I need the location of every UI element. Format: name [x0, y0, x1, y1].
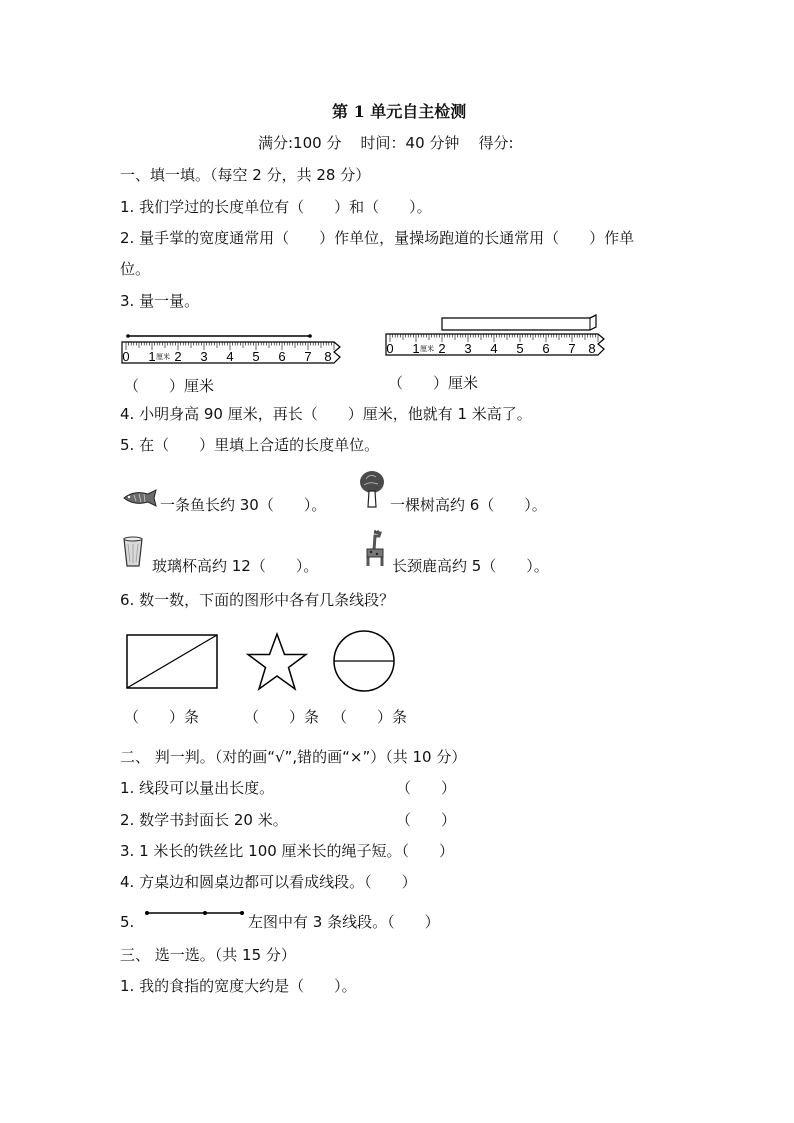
q5-cup-text: 玻璃杯高约 12（ ）。: [152, 557, 319, 575]
section-3-heading: 三、 选一选。（共 15 分）: [120, 946, 296, 964]
glass-cup-icon: [122, 536, 144, 568]
ruler-right-unit: 厘米: [420, 345, 434, 353]
ruler-right-label-8: 8: [588, 341, 596, 356]
s1-question-5: 5. 在（ ）里填上合适的长度单位。: [120, 436, 380, 454]
ruler-right-label-1: 1: [412, 341, 420, 356]
q3-answer-left: （ ）厘米: [124, 377, 215, 395]
q6-answer-star: （ ）条: [244, 708, 320, 726]
s1-question-3: 3. 量一量。: [120, 292, 200, 310]
ruler-left-label-7: 7: [304, 349, 312, 364]
rectangle-with-diagonal-figure: [126, 634, 218, 690]
line-segments-figure: [145, 908, 245, 918]
giraffe-icon: [360, 530, 388, 570]
tree-icon: [358, 469, 386, 509]
q5-fish-text: 一条鱼长约 30（ ）。: [160, 496, 327, 514]
ruler-right-label-7: 7: [568, 341, 576, 356]
ruler-right-figure: [384, 314, 614, 360]
ruler-right-label-4: 4: [490, 341, 498, 356]
fish-icon: [122, 489, 158, 507]
page-title: 第 1 单元自主检测: [332, 102, 467, 121]
ruler-left-label-1: 1: [148, 349, 156, 364]
ruler-right-label-0: 0: [386, 341, 394, 356]
ruler-left-label-2: 2: [174, 349, 182, 364]
s2-question-2: 2. 数学书封面长 20 米。: [120, 811, 288, 829]
ruler-right-label-3: 3: [464, 341, 472, 356]
q6-answer-circle: （ ）条: [332, 708, 408, 726]
s2-question-4: 4. 方桌边和圆桌边都可以看成线段。（ ）: [120, 873, 417, 891]
ruler-right-label-2: 2: [438, 341, 446, 356]
ruler-left-label-8: 8: [324, 349, 332, 364]
star-figure: [246, 632, 308, 692]
ruler-left-label-6: 6: [278, 349, 286, 364]
circle-with-diameter-figure: [332, 629, 396, 693]
q3-answer-right: （ ）厘米: [388, 374, 479, 392]
s2-question-2-blank: （ ）: [396, 811, 457, 829]
q5-giraffe-text: 长颈鹿高约 5（ ）。: [392, 557, 549, 575]
ruler-left-unit: 厘米: [156, 353, 170, 361]
s2-question-1: 1. 线段可以量出长度。: [120, 779, 275, 797]
s1-question-4: 4. 小明身高 90 厘米，再长（ ）厘米，他就有 1 米高了。: [120, 405, 532, 423]
s2-question-1-blank: （ ）: [396, 779, 457, 797]
s2-question-5-number: 5.: [120, 913, 135, 931]
exam-meta: 满分:100 分 时间：40 分钟 得分:: [258, 134, 514, 152]
s1-question-6: 6. 数一数，下面的图形中各有几条线段？: [120, 591, 395, 609]
ruler-right-label-6: 6: [542, 341, 550, 356]
ruler-left-label-5: 5: [252, 349, 260, 364]
ruler-right-label-5: 5: [516, 341, 524, 356]
q6-answer-rectangle: （ ）条: [124, 708, 200, 726]
q5-tree-text: 一棵树高约 6（ ）。: [390, 496, 547, 514]
s2-question-5-text: 左图中有 3 条线段。（ ）: [248, 913, 440, 931]
ruler-left-label-4: 4: [226, 349, 234, 364]
s3-question-1: 1. 我的食指的宽度大约是（ ）。: [120, 977, 357, 995]
s1-question-1: 1. 我们学过的长度单位有（ ）和（ ）。: [120, 198, 432, 216]
s1-question-2-line2: 位。: [120, 260, 151, 278]
section-1-heading: 一、填一填。（每空 2 分，共 28 分）: [120, 166, 371, 184]
ruler-left-figure: [120, 330, 350, 370]
ruler-left-label-0: 0: [122, 349, 130, 364]
section-2-heading: 二、 判一判。（对的画“√”,错的画“×”）（共 10 分）: [120, 748, 467, 766]
ruler-left-label-3: 3: [200, 349, 208, 364]
s1-question-2-line1: 2. 量手掌的宽度通常用（ ）作单位，量操场跑道的长通常用（ ）作单: [120, 229, 635, 247]
s2-question-3: 3. 1 米长的铁丝比 100 厘米长的绳子短。（ ）: [120, 842, 455, 860]
